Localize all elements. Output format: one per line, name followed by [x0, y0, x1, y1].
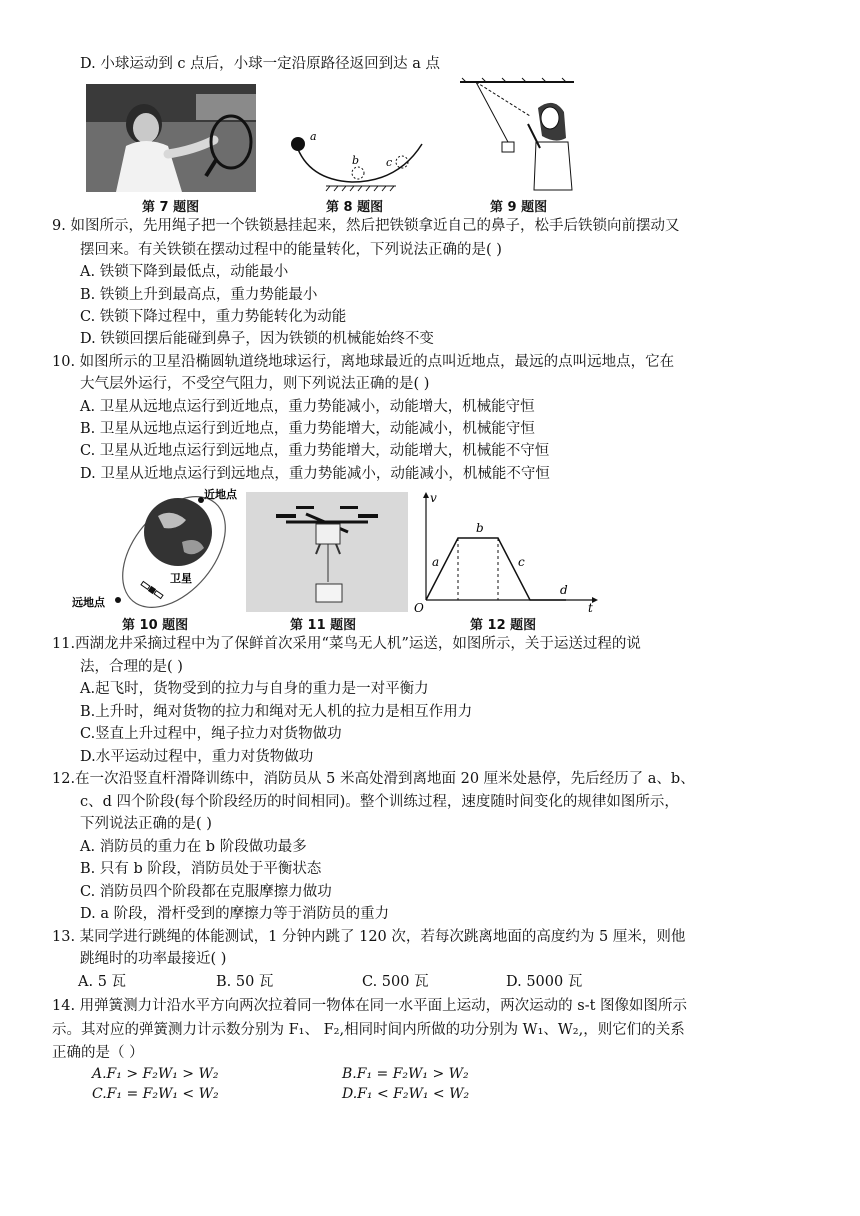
q9-stem-line1: 9. 如图所示，先用绳子把一个铁锁悬挂起来，然后把铁锁拿近自己的鼻子，松手后铁锁向前摆动又: [52, 218, 680, 234]
q13-option-b: B. 50 瓦: [216, 974, 274, 990]
fig12-label-c: c: [518, 555, 525, 569]
q14-option-c: C.F₁ = F₂W₁ < W₂: [92, 1086, 219, 1102]
q12-stem-line2: c、d 四个阶段(每个阶段经历的时间相同)。整个训练过程，速度随时间变化的规律如图所示，: [80, 794, 679, 810]
fig12-axis-v: v: [430, 491, 437, 505]
q9-stem-line2: 摆回来。有关铁锁在摆动过程中的能量转化，下列说法正确的是( ): [80, 242, 502, 258]
fig10-label-perigee: 近地点: [204, 488, 237, 501]
q13-option-a: A. 5 瓦: [78, 974, 127, 990]
q14-stem-line1: 14. 用弹簧测力计沿水平方向两次拉着同一物体在同一水平面上运动，两次运动的 s-t 图像如图所示: [52, 998, 688, 1014]
fig10-satellite-orbit: [72, 486, 248, 612]
fig11-caption: 第 11 题图: [290, 618, 357, 633]
q11-option-d: D.水平运动过程中，重力对货物做功: [80, 749, 314, 765]
fig12-origin: O: [414, 601, 424, 615]
q14-stem-line3: 正确的是（ ）: [52, 1045, 144, 1061]
q14-option-b: B.F₁ = F₂W₁ > W₂: [342, 1066, 469, 1082]
q9-option-b: B. 铁锁上升到最高点，重力势能最小: [80, 287, 318, 303]
q12-option-c: C. 消防员四个阶段都在克服摩擦力做功: [80, 884, 332, 900]
fig9-caption: 第 9 题图: [490, 200, 548, 215]
q14-option-d: D.F₁ < F₂W₁ < W₂: [342, 1086, 470, 1102]
fig10-label-satellite: 卫星: [170, 572, 192, 585]
q14-stem-line2: 示。其对应的弹簧测力计示数分别为 F₁、 F₂,相同时间内所做的功分别为 W₁、W₂,，则它们的关系: [52, 1022, 685, 1038]
q11-stem-line1: 11.西湖龙井采摘过程中为了保鲜首次采用“菜鸟无人机”运送，如图所示，关于运送过程的说: [52, 636, 641, 652]
fig9-pendulum-illustration: [456, 78, 580, 194]
fig8-caption: 第 8 题图: [326, 200, 384, 215]
q12-stem-line1: 12.在一次沿竖直杆滑降训练中，消防员从 5 米高处滑到离地面 20 厘米处悬停，先后经历了 a、b、: [52, 771, 695, 787]
q12-option-a: A. 消防员的重力在 b 阶段做功最多: [80, 839, 307, 855]
fig11-drone-photo: [246, 492, 408, 612]
q12-option-d: D. a 阶段，滑杆受到的摩擦力等于消防员的重力: [80, 906, 390, 922]
q10-option-c: C. 卫星从近地点运行到远地点，重力势能增大，动能增大，机械能不守恒: [80, 443, 550, 459]
q8-option-d: D. 小球运动到 c 点后，小球一定沿原路径返回到达 a 点: [80, 56, 441, 72]
q11-option-c: C.竖直上升过程中，绳子拉力对货物做功: [80, 726, 342, 742]
fig7-caption: 第 7 题图: [142, 200, 200, 215]
fig8-label-a: a: [310, 130, 317, 143]
q10-option-d: D. 卫星从近地点运行到远地点，重力势能减小，动能减小，机械能不守恒: [80, 466, 550, 482]
q11-option-a: A.起飞时，货物受到的拉力与自身的重力是一对平衡力: [80, 681, 429, 697]
fig12-caption: 第 12 题图: [470, 618, 537, 633]
q11-stem-line2: 法，合理的是( ): [80, 659, 183, 675]
q10-option-a: A. 卫星从远地点运行到近地点，重力势能减小，动能增大，机械能守恒: [80, 399, 535, 415]
q13-stem-line2: 跳绳时的功率最接近( ): [80, 951, 227, 967]
fig7-tennis-photo: [86, 84, 256, 192]
q13-option-c: C. 500 瓦: [362, 974, 429, 990]
q12-stem-line3: 下列说法正确的是( ): [80, 816, 212, 832]
q10-option-b: B. 卫星从远地点运行到近地点，重力势能增大，动能减小，机械能守恒: [80, 421, 535, 437]
q10-stem-line1: 10. 如图所示的卫星沿椭圆轨道绕地球运行，离地球最近的点叫近地点，最远的点叫远地点，它在: [52, 354, 675, 370]
q12-option-b: B. 只有 b 阶段，消防员处于平衡状态: [80, 861, 322, 877]
q9-option-a: A. 铁锁下降到最低点，动能最小: [80, 264, 289, 280]
q13-option-d: D. 5000 瓦: [506, 974, 583, 990]
q11-option-b: B.上升时，绳对货物的拉力和绳对无人机的拉力是相互作用力: [80, 704, 473, 720]
fig8-label-c: c: [386, 156, 393, 169]
fig8-track-diagram: [286, 126, 436, 192]
fig10-label-apogee: 远地点: [72, 596, 105, 609]
fig12-label-d: d: [560, 583, 568, 597]
fig12-velocity-time-graph: [412, 490, 602, 615]
fig12-label-b: b: [476, 521, 484, 535]
q9-option-c: C. 铁锁下降过程中，重力势能转化为动能: [80, 309, 347, 325]
fig12-label-a: a: [432, 555, 440, 569]
fig12-axis-t: t: [588, 601, 593, 615]
q10-stem-line2: 大气层外运行，不受空气阻力，则下列说法正确的是( ): [80, 376, 430, 392]
fig10-caption: 第 10 题图: [122, 618, 189, 633]
q13-stem-line1: 13. 某同学进行跳绳的体能测试，1 分钟内跳了 120 次，若每次跳离地面的高度约为 5 厘米，则他: [52, 929, 686, 945]
fig8-label-b: b: [352, 154, 360, 167]
q9-option-d: D. 铁锁回摆后能碰到鼻子，因为铁锁的机械能始终不变: [80, 331, 434, 347]
q14-option-a: A.F₁ > F₂W₁ > W₂: [92, 1066, 219, 1082]
